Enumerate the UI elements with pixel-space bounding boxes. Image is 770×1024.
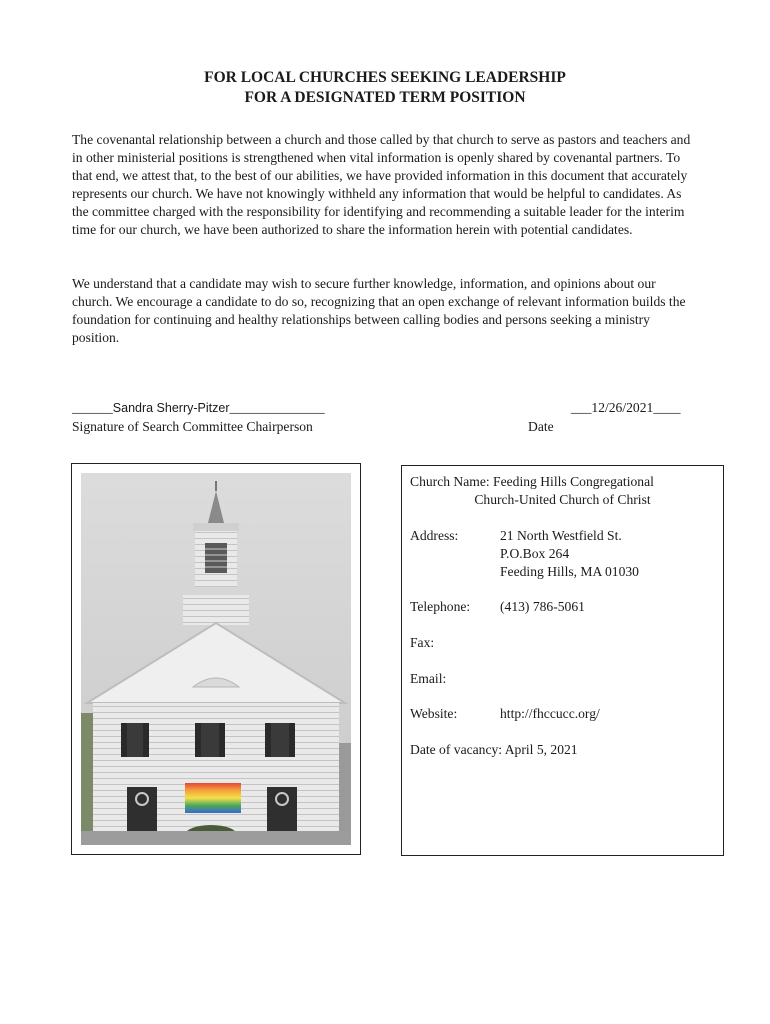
signature-underscore-right: ______________ bbox=[229, 400, 325, 415]
date-label: Date bbox=[528, 419, 554, 434]
website-link[interactable]: http://fhccucc.org/ bbox=[500, 706, 600, 721]
title-line-1: FOR LOCAL CHURCHES SEEKING LEADERSHIP bbox=[204, 69, 566, 86]
website-label: Website: bbox=[410, 706, 458, 721]
telephone-row bbox=[410, 598, 585, 616]
signature-label: Signature of Search Committee Chairperson bbox=[72, 419, 313, 434]
signature-underscore-left: ______ bbox=[72, 400, 113, 415]
signature-name: Sandra Sherry-Pitzer bbox=[112, 401, 230, 415]
church-photo-frame bbox=[71, 463, 361, 855]
church-name-line-1: Church Name: Feeding Hills Congregational bbox=[410, 474, 654, 489]
address-line-3: Feeding Hills, MA 01030 bbox=[500, 564, 639, 579]
fax-label: Fax: bbox=[410, 635, 435, 650]
title-line-2: FOR A DESIGNATED TERM POSITION bbox=[244, 89, 526, 106]
address-row bbox=[410, 527, 639, 581]
date-line bbox=[571, 399, 681, 417]
address-line-1: 21 North Westfield St. bbox=[500, 528, 622, 543]
date-underscore-left: ___ bbox=[571, 400, 592, 415]
telephone-label: Telephone: bbox=[410, 599, 471, 614]
covenant-paragraph: The covenantal relationship between a church and those called by that church to serve as pastors and teachers and in other ministerial positions is strengthened when vital information is openly shared by covenantal partners. To that end, we attest that, to the best of our abilities, we have provided information in this document that accurately represents our church. We have not knowingly withheld any information that would be helpful to candidates. As the committee charged with the responsibility for identifying and recommending a suitable leader for the interim time for our church, we have been authorized to share the information herein with potential candidates. bbox=[72, 132, 691, 237]
church-photo bbox=[81, 473, 351, 845]
vacancy-date: Date of vacancy: April 5, 2021 bbox=[410, 742, 578, 757]
signature-line bbox=[72, 399, 325, 417]
date-underscore-right: ____ bbox=[653, 400, 681, 415]
document-title bbox=[0, 68, 770, 108]
address-line-2: P.O.Box 264 bbox=[500, 546, 570, 561]
signature-date: 12/26/2021 bbox=[591, 400, 654, 415]
church-info-box bbox=[401, 465, 724, 856]
church-name-line-2: Church-United Church of Christ bbox=[474, 492, 651, 507]
telephone-value: (413) 786-5061 bbox=[500, 599, 585, 614]
address-value bbox=[500, 527, 639, 581]
website-row bbox=[410, 705, 600, 723]
address-label: Address: bbox=[410, 528, 459, 543]
email-label: Email: bbox=[410, 671, 447, 686]
candidate-paragraph: We understand that a candidate may wish to secure further knowledge, information, and opinions about our church. We encourage a candidate to do so, recognizing that an open exchange of relevant information builds the foundation for continuing and healthy relationships between calling bodies and persons seeking a ministry position. bbox=[72, 276, 686, 345]
